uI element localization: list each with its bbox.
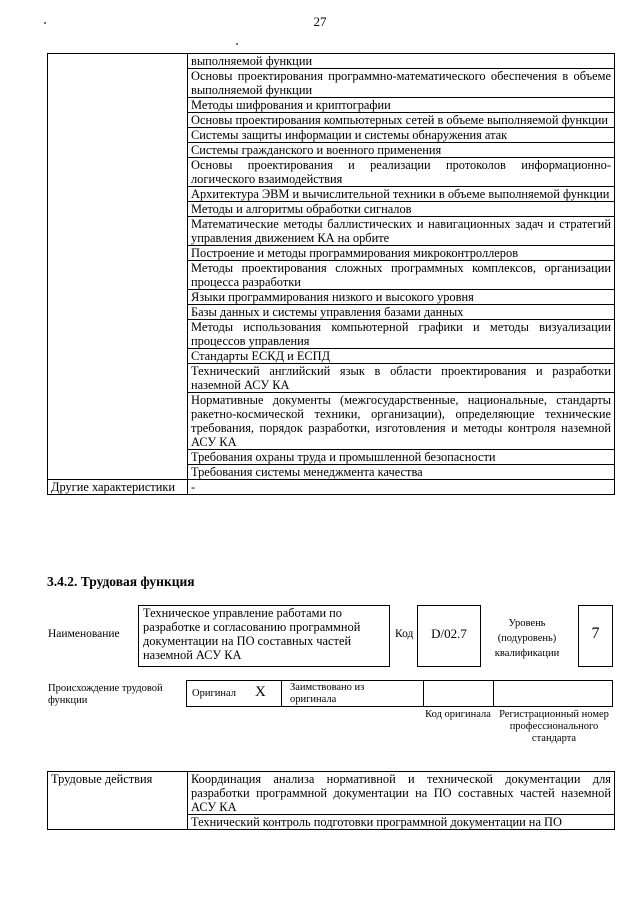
section-heading: 3.4.2. Трудовая функция <box>47 574 195 589</box>
table-row <box>48 54 615 69</box>
page-number: 27 <box>313 14 327 29</box>
knowledge-item: Построение и методы программирования микроконтроллеров <box>188 246 615 261</box>
labor-actions-table <box>47 771 615 830</box>
knowledge-item: Стандарты ЕСКД и ЕСПД <box>188 349 615 364</box>
origin-divider <box>281 680 282 707</box>
level-value: 7 <box>591 625 600 642</box>
knowledge-item: Методы и алгоритмы обработки сигналов <box>188 202 615 217</box>
knowledge-item: Основы проектирования и реализации протоколов информационно-логического взаимодействия <box>188 158 615 187</box>
labor-action-item: Координация анализа нормативной и технической документации для разработки программной документации на ПО составных частей наземной АСУ КА <box>188 772 615 815</box>
table-row <box>48 772 615 815</box>
knowledge-item: Базы данных и системы управления базами данных <box>188 305 615 320</box>
knowledge-item: Требования охраны труда и промышленной безопасности <box>188 450 615 465</box>
knowledge-label-cell <box>48 54 188 480</box>
knowledge-item: Системы защиты информации и системы обнаружения атак <box>188 128 615 143</box>
other-characteristics-label: Другие характеристики <box>48 480 188 495</box>
knowledge-item: Основы проектирования компьютерных сетей в объеме выполняемой функции <box>188 113 615 128</box>
borrowed-label: Заимствовано из оригинала <box>290 682 365 705</box>
other-characteristics-value: - <box>188 480 615 495</box>
code-box <box>417 605 481 667</box>
knowledge-item: Методы шифрования и криптографии <box>188 98 615 113</box>
original-mark: X <box>255 684 266 700</box>
name-label: Наименование <box>48 628 120 640</box>
knowledge-item: Математические методы баллистических и навигационных задач и стратегий управления движением КА на орбите <box>188 217 615 246</box>
knowledge-table <box>47 53 615 495</box>
origin-divider <box>423 680 424 707</box>
code-original-label: Код оригинала <box>425 709 491 720</box>
knowledge-item: Методы проектирования сложных программных комплексов, организации процесса разработки <box>188 261 615 290</box>
level-label: Уровень (подуровень) квалификации <box>494 618 560 659</box>
origin-divider <box>493 680 494 707</box>
labor-action-item: Технический контроль подготовки программной документации на ПО <box>188 815 615 830</box>
knowledge-item: Основы проектирования программно-математического обеспечения в объеме выполняемой функции <box>188 69 615 98</box>
table-row <box>48 480 615 495</box>
function-name-box <box>138 605 390 667</box>
knowledge-item: Требования системы менеджмента качества <box>188 465 615 480</box>
code-label: Код <box>395 628 414 640</box>
knowledge-item: Методы использования компьютерной графики и методы визуализации процессов управления <box>188 320 615 349</box>
knowledge-item: Системы гражданского и военного применения <box>188 143 615 158</box>
origin-label: Происхождение трудовой функции <box>48 683 163 706</box>
function-name: Техническое управление работами по разработке и согласованию программной документации на ПО составных частей наземной АСУ КА <box>143 606 361 662</box>
knowledge-item: Архитектура ЭВМ и вычислительной техники в объеме выполняемой функции <box>188 187 615 202</box>
level-box <box>578 605 613 667</box>
original-label: Оригинал <box>192 688 236 699</box>
code-value: D/02.7 <box>431 626 467 641</box>
knowledge-item: Технический английский язык в области проектирования и разработки наземной АСУ КА <box>188 364 615 393</box>
scan-dot <box>236 43 238 45</box>
knowledge-item: Языки программирования низкого и высокого уровня <box>188 290 615 305</box>
reg-number-label: Регистрационный номер профессионального стандарта <box>499 709 609 744</box>
knowledge-item: выполняемой функции <box>188 54 615 69</box>
knowledge-item: Нормативные документы (межгосударственные, национальные, стандарты ракетно-космической техники, организации), определяющие технические требования, порядок разработки, изготовления и методы контроля наземной АСУ КА <box>188 393 615 450</box>
labor-actions-label: Трудовые действия <box>48 772 188 830</box>
